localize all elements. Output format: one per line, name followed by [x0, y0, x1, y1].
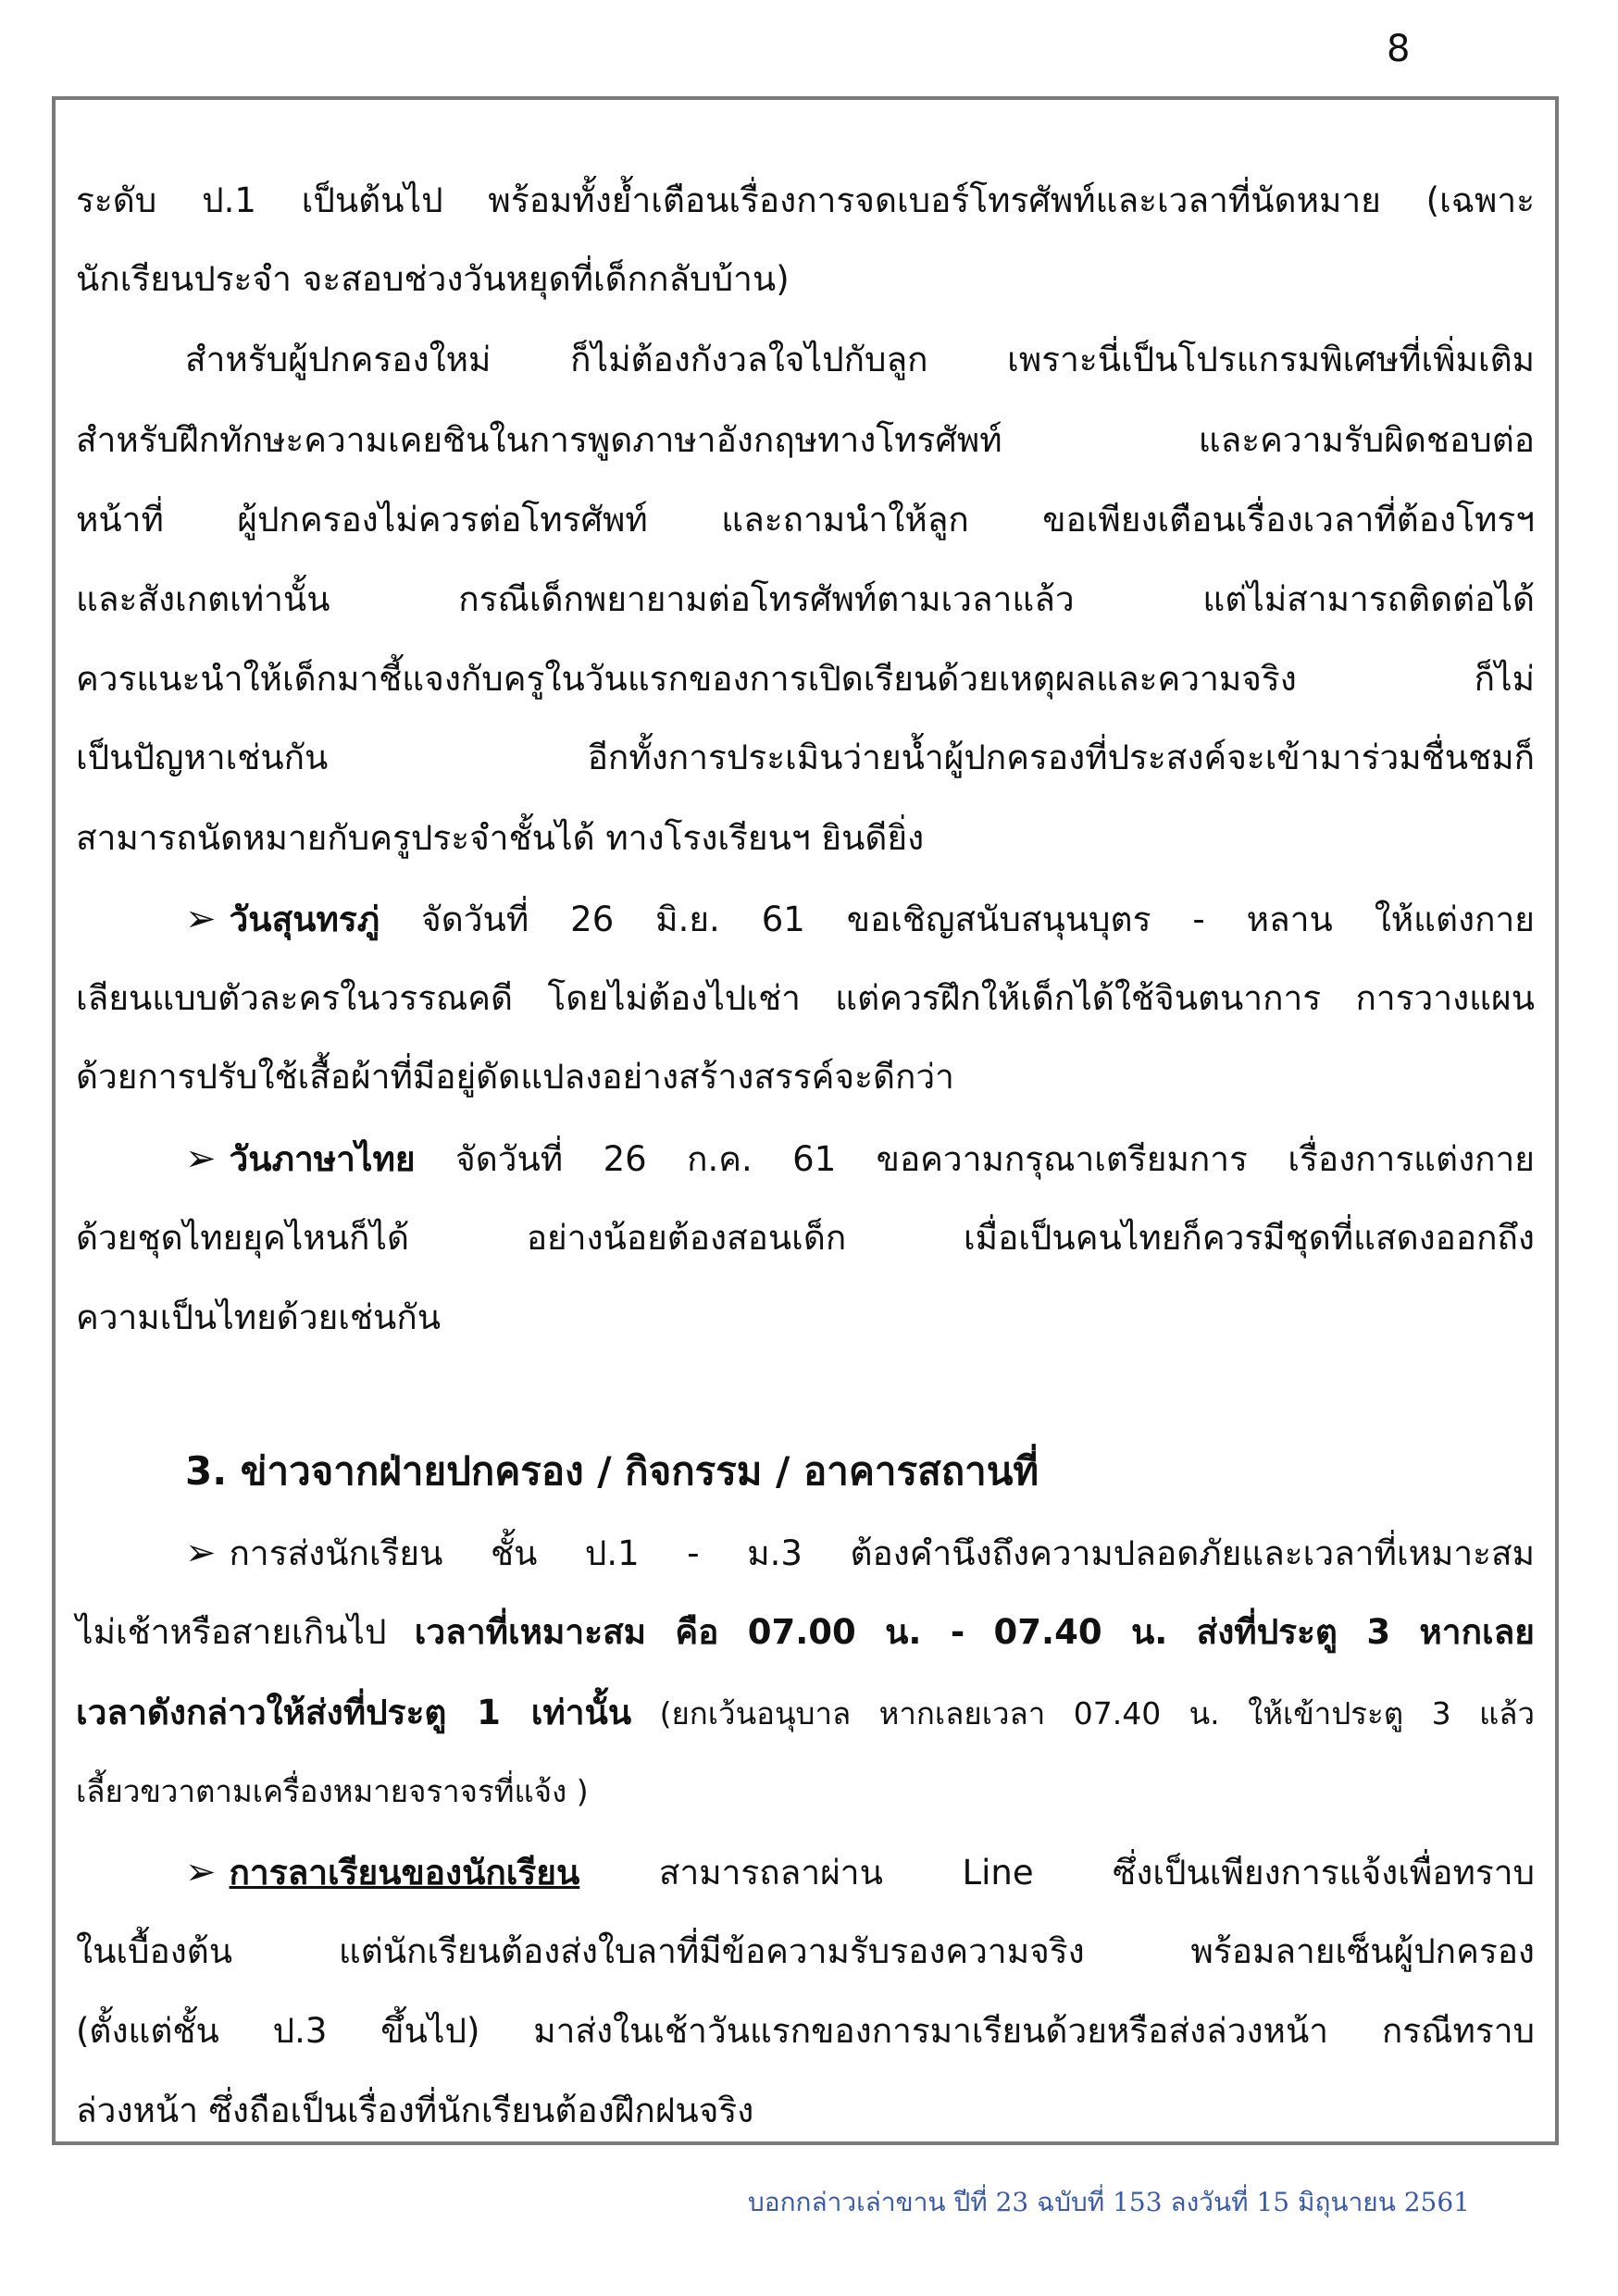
- paragraph-line: ล่วงหน้า ซึ่งถือเป็นเรื่องที่นักเรียนต้องฝึกฝนจริง: [76, 2091, 754, 2130]
- bullet-text: สามารถลาผ่าน Line ซึ่งเป็นเพียงการแจ้งเพื่อทราบ: [579, 1853, 1535, 1893]
- paragraph-line: เลียนแบบตัวละครในวรรณคดี โดยไม่ต้องไปเช่า แต่ควรฝึกให้เด็กได้ใช้จินตนาการ การวางแผน: [76, 978, 1535, 1018]
- arrow-bullet-icon: ➢: [185, 1137, 217, 1180]
- text-segment: (ยกเว้นอนุบาล หากเลยเวลา 07.40 น. ให้เข้าประตู 3 แล้ว: [631, 1695, 1536, 1731]
- arrow-bullet-icon: ➢: [185, 1532, 217, 1574]
- paragraph-line: [76, 1684, 1535, 1742]
- bullet-title: การลาเรียนของนักเรียน: [229, 1853, 580, 1893]
- paragraph-line: หน้าที่ ผู้ปกครองไม่ควรต่อโทรศัพท์ และถามนำให้ลูก ขอเพียงเตือนเรื่องเวลาที่ต้องโทรฯ: [76, 500, 1535, 540]
- paragraph-line: ในเบื้องต้น แต่นักเรียนต้องส่งใบลาที่มีข้อความรับรองความจริง พร้อมลายเซ็นผู้ปกครอง: [76, 1931, 1535, 1971]
- bullet-title: วันสุนทรภู่: [229, 900, 380, 939]
- bold-segment: เวลาที่เหมาะสม คือ 07.00 น. - 07.40 น. ส่งที่ประตู 3 หากเลย: [414, 1612, 1535, 1652]
- paragraph-line: นักเรียนประจำ จะสอบช่วงวันหยุดที่เด็กกลับบ้าน): [76, 259, 790, 299]
- bullet-student-leave: [185, 1843, 1535, 1901]
- paragraph-line: (ตั้งแต่ชั้น ป.3 ขึ้นไป) มาส่งในเช้าวันแรกของการมาเรียนด้วยหรือส่งล่วงหน้า กรณีทราบ: [76, 2011, 1535, 2051]
- bullet-sunthon-phu: [185, 890, 1535, 948]
- arrow-bullet-icon: ➢: [185, 1851, 217, 1893]
- bullet-text: การส่งนักเรียน ชั้น ป.1 - ม.3 ต้องคำนึงถึงความปลอดภัยและเวลาที่เหมาะสม: [229, 1533, 1535, 1573]
- page-number: 8: [1387, 28, 1411, 70]
- bullet-title: วันภาษาไทย: [229, 1139, 416, 1179]
- bullet-text: จัดวันที่ 26 ก.ค. 61 ขอความกรุณาเตรียมการ เรื่องการแต่งกาย: [415, 1139, 1535, 1179]
- paragraph-line: ด้วยการปรับใช้เสื้อผ้าที่มีอยู่ดัดแปลงอย่างสร้างสรรค์จะดีกว่า: [76, 1057, 954, 1097]
- paragraph-line: และสังเกตเท่านั้น กรณีเด็กพยายามต่อโทรศัพท์ตามเวลาแล้ว แต่ไม่สามารถติดต่อได้: [76, 579, 1535, 619]
- text-segment: ไม่เช้าหรือสายเกินไป: [76, 1612, 415, 1652]
- paragraph-line: สำหรับผู้ปกครองใหม่ ก็ไม่ต้องกังวลใจไปกับลูก เพราะนี่เป็นโปรแกรมพิเศษที่เพิ่มเติม: [185, 340, 1535, 379]
- paragraph-line: ด้วยชุดไทยยุคไหนก็ได้ อย่างน้อยต้องสอนเด็ก เมื่อเป็นคนไทยก็ควรมีชุดที่แสดงออกถึง: [76, 1218, 1535, 1258]
- paragraph-line: สามารถนัดหมายกับครูประจำชั้นได้ ทางโรงเรียนฯ ยินดียิ่ง: [76, 818, 925, 858]
- bullet-thai-language-day: [185, 1130, 1535, 1187]
- newsletter-footer: บอกกล่าวเล่าขาน ปีที่ 23 ฉบับที่ 153 ลงวันที่ 15 มิถุนายน 2561: [748, 2187, 1470, 2217]
- arrow-bullet-icon: ➢: [185, 898, 217, 940]
- section-heading: 3. ข่าวจากฝ่ายปกครอง / กิจกรรม / อาคารสถานที่: [185, 1448, 1039, 1494]
- paragraph-line: [76, 1604, 1535, 1661]
- content-frame: [52, 96, 1559, 2145]
- paragraph-line: เลี้ยวขวาตามเครื่องหมายจราจรที่แจ้ง ): [76, 1773, 589, 1809]
- paragraph-line: เป็นปัญหาเช่นกัน อีกทั้งการประเมินว่ายน้ำผู้ปกครองที่ประสงค์จะเข้ามาร่วมชื่นชมก็: [76, 738, 1535, 777]
- bullet-text: จัดวันที่ 26 มิ.ย. 61 ขอเชิญสนับสนุนบุตร - หลาน ให้แต่งกาย: [380, 900, 1535, 939]
- paragraph-line: ระดับ ป.1 เป็นต้นไป พร้อมทั้งย้ำเตือนเรื่องการจดเบอร์โทรศัพท์และเวลาที่นัดหมาย (เฉพาะ: [76, 180, 1535, 220]
- bold-segment: เวลาดังกล่าวให้ส่งที่ประตู 1 เท่านั้น: [76, 1693, 632, 1732]
- paragraph-line: ความเป็นไทยด้วยเช่นกัน: [76, 1297, 442, 1337]
- paragraph-line: ควรแนะนำให้เด็กมาชี้แจงกับครูในวันแรกของการเปิดเรียนด้วยเหตุผลและความจริง ก็ไม่: [76, 659, 1535, 699]
- bullet-student-dropoff: [185, 1524, 1535, 1582]
- paragraph-line: สำหรับฝึกทักษะความเคยชินในการพูดภาษาอังกฤษทางโทรศัพท์ และความรับผิดชอบต่อ: [76, 420, 1535, 460]
